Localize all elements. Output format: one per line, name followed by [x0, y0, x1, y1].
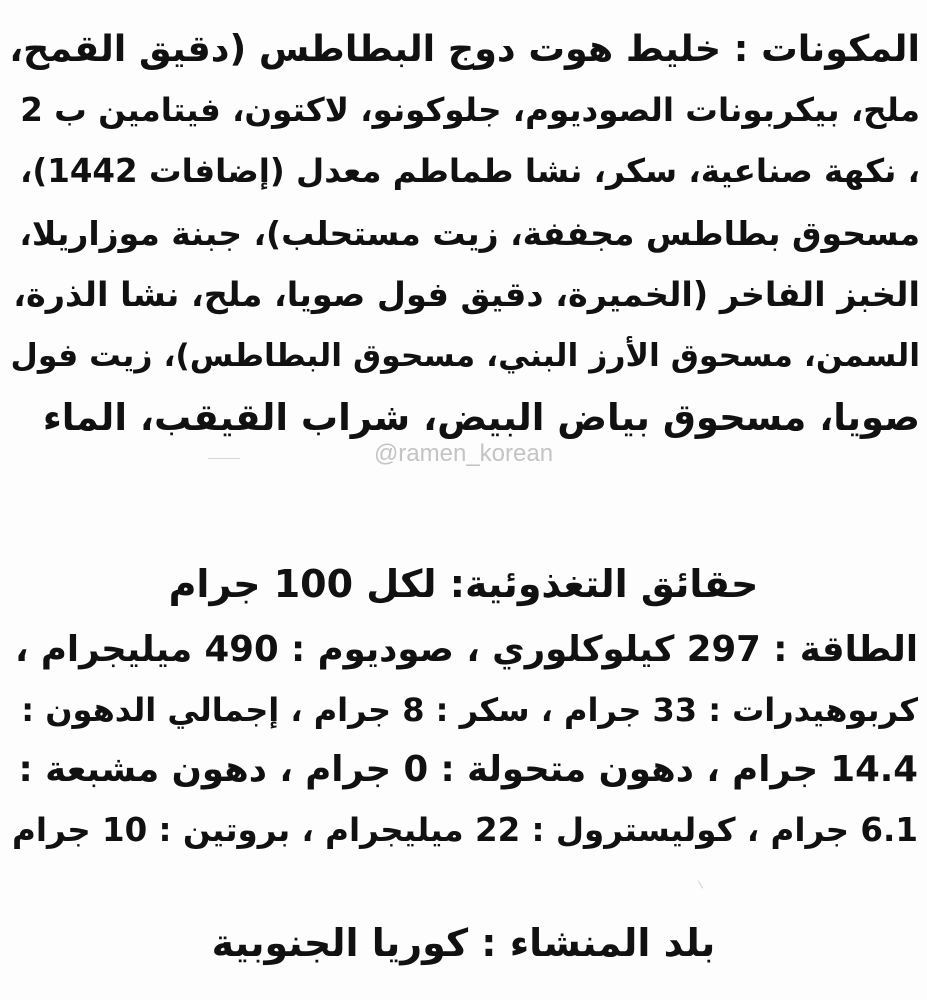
nutrition-line: 6.1 جرام ، كوليسترول : 22 ميليجرام ، بروتين : 10 جرام	[12, 811, 918, 849]
ingredients-line: ، نكهة صناعية، سكر، نشا طماطم معدل (إضافات 1442)،	[20, 152, 920, 190]
ingredients-paragraph	[8, 18, 920, 449]
ingredients-line: السمن، مسحوق الأرز البني، مسحوق البطاطس)، زيت فول	[10, 337, 920, 374]
nutrition-line: 14.4 جرام ، دهون متحولة : 0 جرام ، دهون مشبعة :	[18, 749, 918, 790]
ingredients-line: صويا، مسحوق بياض البيض، شراب القيقب، الماء	[42, 396, 920, 439]
nutrition-line: كربوهيدرات : 33 جرام ، سكر : 8 جرام ، إجمالي الدهون :	[21, 691, 918, 729]
ingredients-line: الخبز الفاخر (الخميرة، دقيق فول صويا، ملح، نشا الذرة،	[13, 275, 920, 314]
ingredients-line: ملح، بيكربونات الصوديوم، جلوكونو، لاكتون، فيتامين ب 2	[20, 90, 920, 129]
nutrition-title: حقائق التغذوئية: لكل 100 جرام	[168, 562, 759, 606]
country-of-origin: بلد المنشاء : كوريا الجنوبية	[211, 921, 716, 965]
scan-speck	[698, 880, 703, 888]
ingredients-line: مسحوق بطاطس مجففة، زيت مستحلب)، جبنة موزاريلا،	[19, 213, 920, 253]
nutrition-facts	[10, 620, 918, 860]
ingredients-line: المكونات : خليط هوت دوج البطاطس (دقيق القمح،	[9, 27, 920, 70]
watermark: @ramen_korean	[373, 440, 554, 467]
nutrition-line: الطاقة : 297 كيلوكلوري ، صوديوم : 490 ميليجرام ،	[15, 629, 918, 670]
